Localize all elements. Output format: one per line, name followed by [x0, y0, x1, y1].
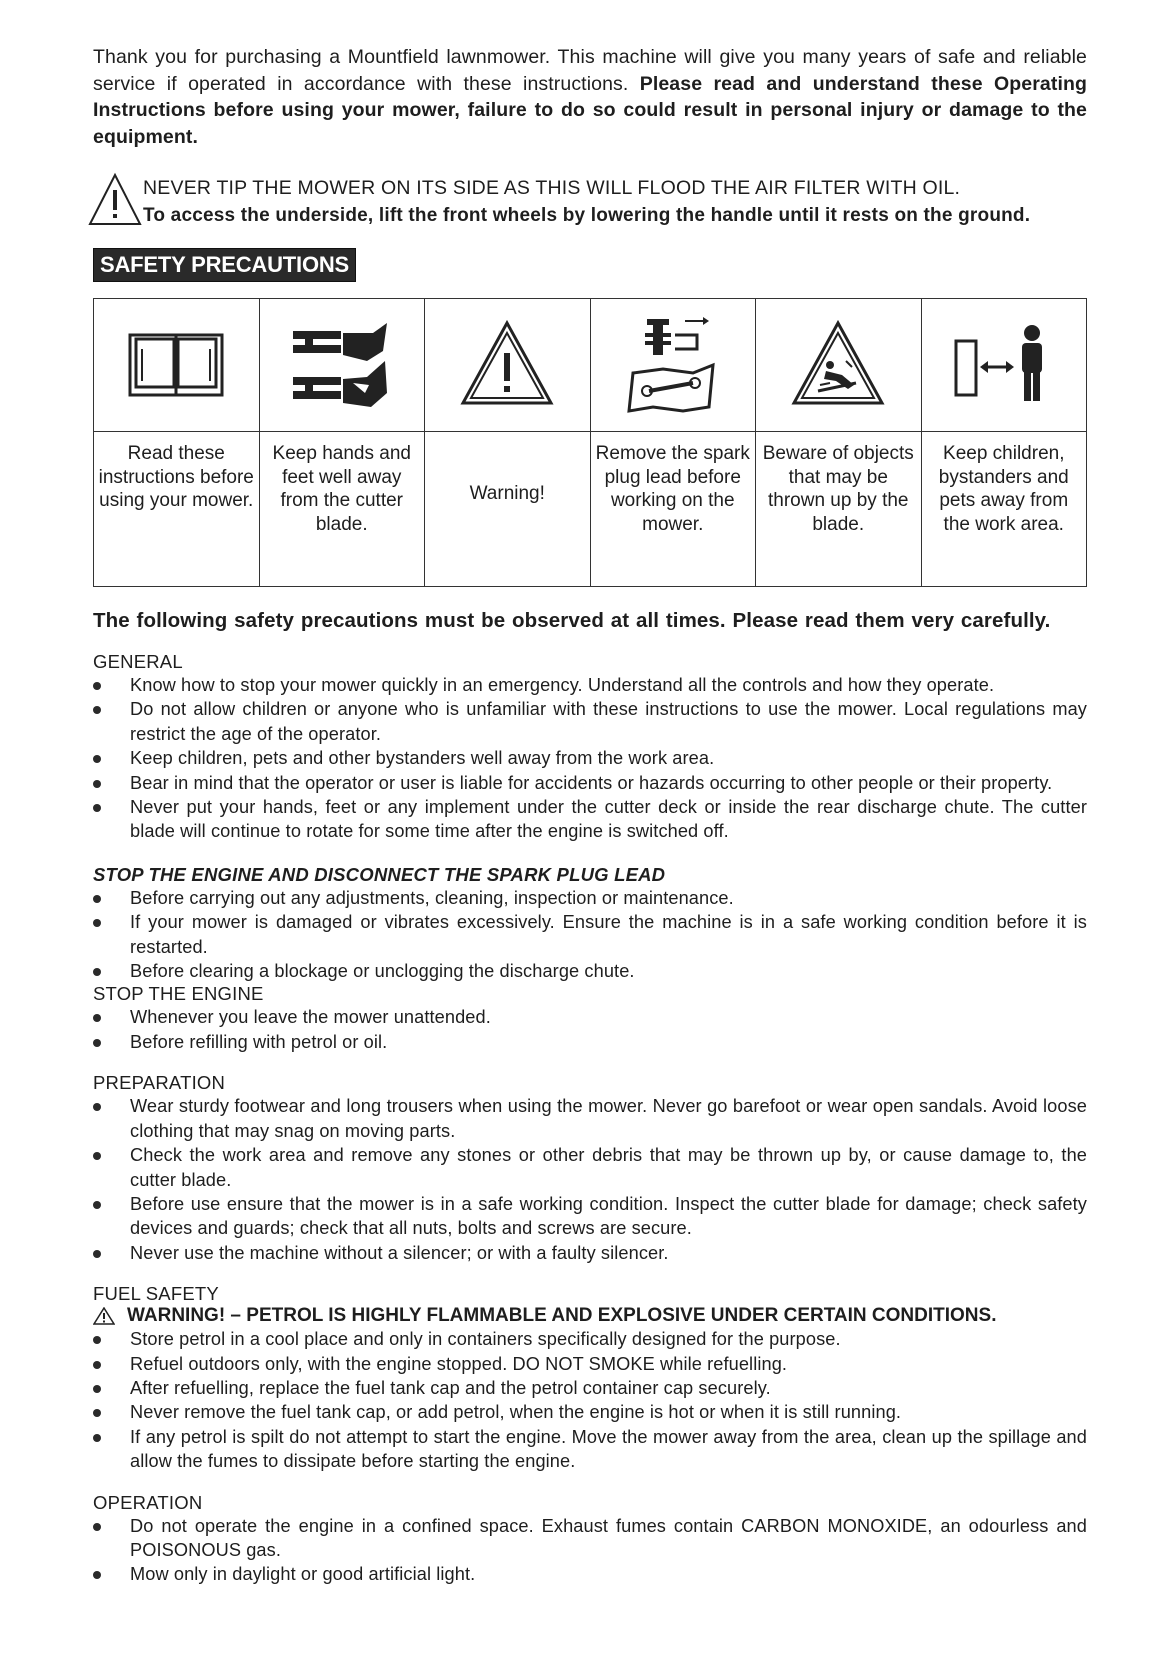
preparation-list — [93, 1094, 1087, 1265]
section-heading-stop-engine: STOP THE ENGINE — [93, 983, 264, 1005]
icon-caption: Read these instructions before using your mower. — [94, 432, 260, 587]
tip-warning — [93, 174, 1087, 230]
general-list — [93, 673, 1087, 844]
list-item: Know how to stop your mower quickly in an emergency. Understand all the controls and how they operate. — [93, 673, 1087, 697]
tip-line-1: NEVER TIP THE MOWER ON ITS SIDE AS THIS WILL FLOOD THE AIR FILTER WITH OIL. — [143, 177, 961, 199]
section-heading-fuel-safety: FUEL SAFETY — [93, 1283, 219, 1305]
stop-engine-list — [93, 1005, 1087, 1054]
list-item: Keep children, pets and other bystanders well away from the work area. — [93, 746, 1087, 770]
list-item: Do not allow children or anyone who is unfamiliar with these instructions to use the mower. Local regulations may restrict the age of the operator. — [93, 697, 1087, 746]
icon-caption: Remove the spark plug lead before working on the mower. — [590, 432, 756, 587]
section-heading-general: GENERAL — [93, 651, 183, 672]
thrown-objects-icon — [790, 319, 886, 407]
list-item: Before clearing a blockage or unclogging the discharge chute. — [93, 959, 1087, 983]
icon-cell — [94, 299, 260, 432]
intro-bold-text: Please read and understand these Operating Instructions before using your mower, failure to do so could result in personal injury or damage to the equipment. — [93, 72, 1088, 148]
list-item: Before use ensure that the mower is in a safe working condition. Inspect the cutter blade for damage; check safety devices and guards; check that all nuts, bolts and screws are secure. — [93, 1192, 1087, 1241]
fuel-list — [93, 1327, 1087, 1473]
warning-triangle-icon — [87, 172, 143, 228]
warning-triangle-icon — [93, 1307, 115, 1325]
fuel-warning — [93, 1305, 1087, 1327]
must-observe-text: The following safety precautions must be observed at all times. Please read them very carefully. — [93, 609, 1051, 632]
list-item: Before carrying out any adjustments, cleaning, inspection or maintenance. — [93, 886, 1087, 910]
operation-list — [93, 1514, 1087, 1587]
list-item: Bear in mind that the operator or user is liable for accidents or hazards occurring to other people or their property. — [93, 771, 1087, 795]
safety-precautions-banner: SAFETY PRECAUTIONS — [93, 248, 356, 282]
list-item: Do not operate the engine in a confined space. Exhaust fumes contain CARBON MONOXIDE, an odourless and POISONOUS gas. — [93, 1514, 1087, 1563]
list-item: Check the work area and remove any stones or other debris that may be thrown up by, or cause damage to, the cutter blade. — [93, 1143, 1087, 1192]
list-item: Mow only in daylight or good artificial light. — [93, 1562, 1087, 1586]
intro-paragraph — [93, 44, 1087, 150]
section-heading-stop-disconnect: STOP THE ENGINE AND DISCONNECT THE SPARK PLUG LEAD — [93, 863, 666, 885]
manual-page — [93, 44, 1087, 1587]
list-item: Never remove the fuel tank cap, or add petrol, when the engine is hot or when it is still running. — [93, 1400, 1087, 1424]
stop-disconnect-list — [93, 886, 1087, 984]
list-item: After refuelling, replace the fuel tank cap and the petrol container cap securely. — [93, 1376, 1087, 1400]
list-item: If any petrol is spilt do not attempt to start the engine. Move the mower away from the area, clean up the spillage and allow the fumes to dissipate before starting the engine. — [93, 1425, 1087, 1474]
icon-caption: Keep hands and feet well away from the cutter blade. — [259, 432, 425, 587]
icon-cell — [590, 299, 756, 432]
keep-distance-icon — [944, 315, 1064, 411]
icon-caption: Warning! — [425, 432, 591, 587]
tip-line-2: To access the underside, lift the front wheels by lowering the handle until it rests on the ground. — [143, 205, 1031, 226]
icon-caption: Keep children, bystanders and pets away from the work area. — [921, 432, 1087, 587]
list-item: Never put your hands, feet or any implement under the cutter deck or inside the rear discharge chute. The cutter blade will continue to rotate for some time after the engine is switched off. — [93, 795, 1087, 844]
book-icon — [126, 325, 226, 401]
icon-cell — [756, 299, 922, 432]
list-item: Refuel outdoors only, with the engine stopped. DO NOT SMOKE while refuelling. — [93, 1352, 1087, 1376]
warning-triangle-icon — [459, 319, 555, 407]
list-item: Before refilling with petrol or oil. — [93, 1030, 1087, 1054]
section-heading-preparation: PREPARATION — [93, 1072, 226, 1094]
icon-cell — [921, 299, 1087, 432]
spark-plug-manual-icon — [623, 311, 723, 415]
intro-text: Thank you for purchasing a Mountfield lawnmower. This machine will give you many years of safe and reliable service if operated in accordance with these instructions. — [93, 46, 1087, 95]
section-heading-operation: OPERATION — [93, 1491, 203, 1513]
icon-cell — [259, 299, 425, 432]
safety-icons-table — [93, 298, 1087, 587]
icon-caption: Beware of objects that may be thrown up by the blade. — [756, 432, 922, 587]
list-item: Store petrol in a cool place and only in containers specifically designed for the purpose. — [93, 1327, 1087, 1351]
fuel-warning-text: WARNING! – PETROL IS HIGHLY FLAMMABLE AND EXPLOSIVE UNDER CERTAIN CONDITIONS. — [127, 1305, 997, 1327]
icon-cell — [425, 299, 591, 432]
list-item: Whenever you leave the mower unattended. — [93, 1005, 1087, 1029]
list-item: Wear sturdy footwear and long trousers when using the mower. Never go barefoot or wear open sandals. Avoid loose clothing that may snag on moving parts. — [93, 1094, 1087, 1143]
hand-foot-blade-icon — [287, 315, 397, 411]
list-item: If your mower is damaged or vibrates excessively. Ensure the machine is in a safe working condition before it is restarted. — [93, 910, 1087, 959]
list-item: Never use the machine without a silencer; or with a faulty silencer. — [93, 1241, 1087, 1265]
